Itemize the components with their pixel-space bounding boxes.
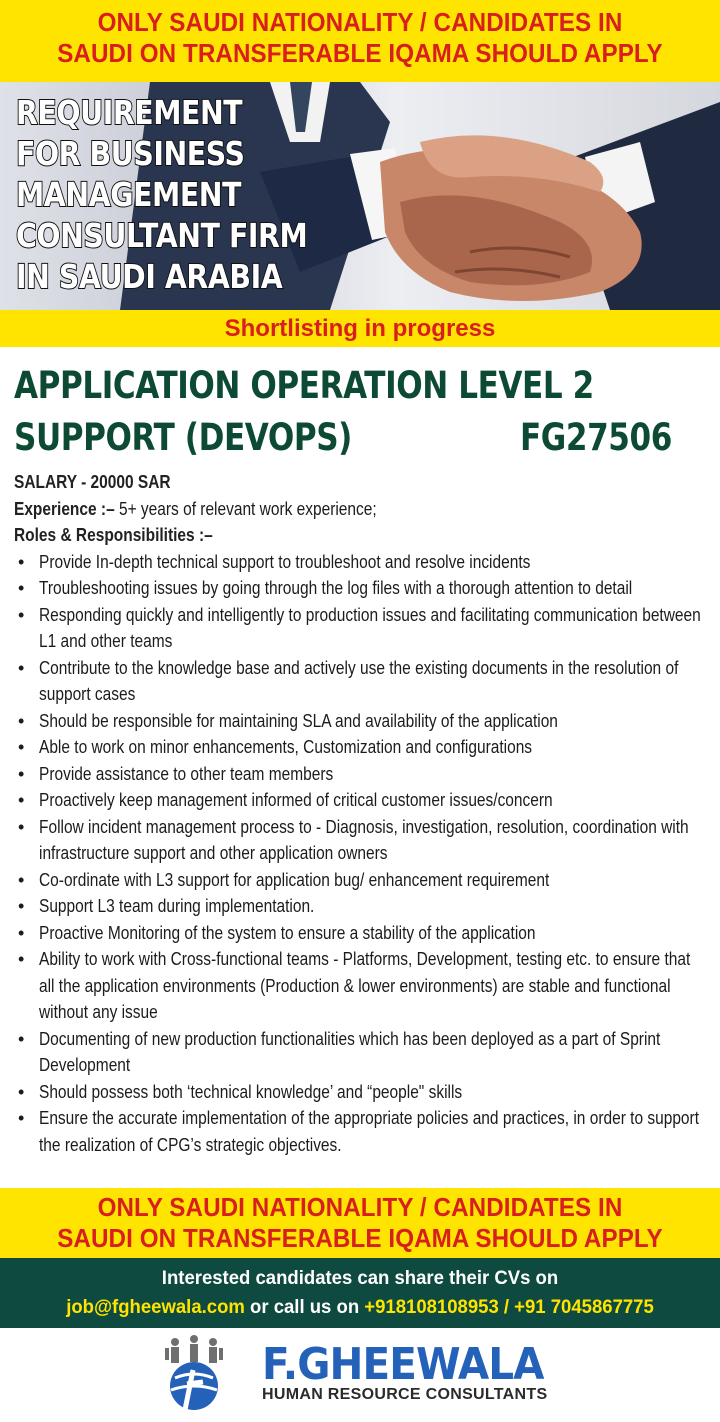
experience-value: 5+ years of relevant work experience; — [114, 498, 377, 519]
job-title-line-2: SUPPORT (DEVOPS) — [14, 416, 352, 459]
list-item-text: Follow incident management process to - Diagnosis, investigation, resolution, coordination with infrastructure support and other application owners — [39, 816, 689, 863]
list-item-text: Should be responsible for maintaining SLA and availability of the application — [39, 710, 558, 731]
top-banner-line-1: ONLY SAUDI NATIONALITY / CANDIDATES IN — [97, 7, 623, 37]
top-eligibility-banner — [0, 0, 720, 82]
bullet-icon: • — [18, 604, 25, 625]
contact-bar — [0, 1258, 720, 1328]
list-item — [14, 787, 714, 814]
hero-title-line: IN SAUDI ARABIA — [16, 257, 283, 296]
job-code: FG27506 — [520, 416, 672, 459]
list-item — [14, 734, 714, 761]
bullet-icon: • — [18, 1108, 25, 1128]
email-link[interactable]: job@fgheewala.com — [66, 1296, 245, 1318]
bullet-icon: • — [18, 737, 25, 757]
salary — [14, 469, 616, 496]
bullet-icon: • — [18, 922, 25, 943]
list-item-text: Able to work on minor enhancements, Customization and configurations — [39, 737, 533, 757]
list-item — [14, 867, 714, 894]
roles-label: Roles & Responsibilities :– — [14, 525, 213, 545]
bullet-icon: • — [18, 869, 25, 890]
roles-heading — [14, 522, 616, 549]
hero-title-line: MANAGEMENT — [16, 175, 242, 214]
list-item — [14, 655, 714, 708]
list-item — [14, 1026, 714, 1079]
hero-image — [0, 82, 720, 310]
list-item — [14, 920, 714, 947]
list-item — [14, 761, 714, 788]
list-item — [14, 575, 714, 602]
experience-label: Experience :– — [14, 498, 115, 519]
contact-line-2 — [18, 1293, 702, 1322]
bottom-banner-line-1: ONLY SAUDI NATIONALITY / CANDIDATES IN — [97, 1192, 623, 1222]
list-item — [14, 1105, 714, 1158]
brand-tagline: HUMAN RESOURCE CONSULTANTS — [262, 1386, 548, 1403]
hero-title-line: REQUIREMENT — [16, 93, 243, 132]
list-item — [14, 893, 714, 920]
list-item — [14, 602, 714, 655]
bullet-icon: • — [18, 816, 25, 837]
list-item — [14, 814, 714, 867]
bullet-icon: • — [18, 657, 25, 678]
job-details — [14, 469, 714, 1158]
hero-title — [16, 92, 307, 297]
salary-text: SALARY - 20000 SAR — [14, 472, 171, 492]
list-item-text: Proactively keep management informed of critical customer issues/concern — [39, 790, 553, 810]
list-item — [14, 1079, 714, 1106]
fgheewala-globe-logo-icon — [163, 1334, 225, 1416]
status-banner: Shortlisting in progress — [0, 310, 720, 347]
contact-middle-text: or call us on — [244, 1296, 365, 1318]
bullet-icon: • — [18, 578, 25, 598]
bullet-icon: • — [18, 790, 25, 810]
phone-numbers[interactable]: +918108108953 / +91 7045867775 — [364, 1296, 654, 1318]
bottom-banner-line-2: SAUDI ON TRANSFERABLE IQAMA SHOULD APPLY — [57, 1223, 663, 1253]
top-banner-line-2: SAUDI ON TRANSFERABLE IQAMA SHOULD APPLY — [57, 38, 663, 68]
list-item — [14, 549, 714, 576]
list-item-text: Troubleshooting issues by going through the log files with a thorough attention to detail — [39, 578, 633, 598]
list-item-text: Ability to work with Cross-functional teams - Platforms, Development, testing etc. to ensure that all the application environments (Production & lower environments) are stable and functional without any issue — [39, 949, 691, 1022]
contact-line-1: Interested candidates can share their CVs on — [161, 1267, 559, 1289]
list-item-text: Co-ordinate with L3 support for application bug/ enhancement requirement — [39, 869, 550, 890]
bullet-icon: • — [18, 710, 25, 731]
list-item-text: Proactive Monitoring of the system to ensure a stability of the application — [39, 922, 536, 943]
bullet-icon: • — [18, 763, 25, 784]
responsibilities-list — [14, 549, 714, 1159]
list-item-text: Should possess both ‘technical knowledge’ and “people" skills — [39, 1081, 463, 1102]
list-item-text: Ensure the accurate implementation of the appropriate policies and practices, in order to support the realization of CPG’s strategic objectives. — [39, 1108, 699, 1155]
list-item-text: Support L3 team during implementation. — [39, 896, 315, 916]
bottom-eligibility-banner — [0, 1188, 720, 1258]
brand-name: F.GHEEWALA — [262, 1339, 544, 1390]
hero-title-line: FOR BUSINESS — [16, 134, 245, 173]
list-item — [14, 946, 714, 1026]
hero-title-line: CONSULTANT FIRM — [16, 216, 308, 255]
list-item — [14, 708, 714, 735]
bullet-icon: • — [18, 1028, 25, 1049]
list-item-text: Provide In-depth technical support to troubleshoot and resolve incidents — [39, 551, 531, 572]
bullet-icon: • — [18, 896, 25, 916]
list-item-text: Responding quickly and intelligently to production issues and facilitating communication between L1 and other teams — [39, 604, 701, 651]
bullet-icon: • — [18, 949, 25, 969]
job-title-line-1: APPLICATION OPERATION LEVEL 2 — [14, 364, 594, 407]
list-item-text: Provide assistance to other team members — [39, 763, 334, 784]
list-item-text: Documenting of new production functionalities which has been deployed as a part of Sprint Development — [39, 1028, 661, 1075]
experience — [14, 496, 616, 523]
bullet-icon: • — [18, 1081, 25, 1102]
list-item-text: Contribute to the knowledge base and actively use the existing documents in the resolution of support cases — [39, 657, 679, 704]
footer-logo — [0, 1328, 720, 1422]
bullet-icon: • — [18, 551, 25, 572]
